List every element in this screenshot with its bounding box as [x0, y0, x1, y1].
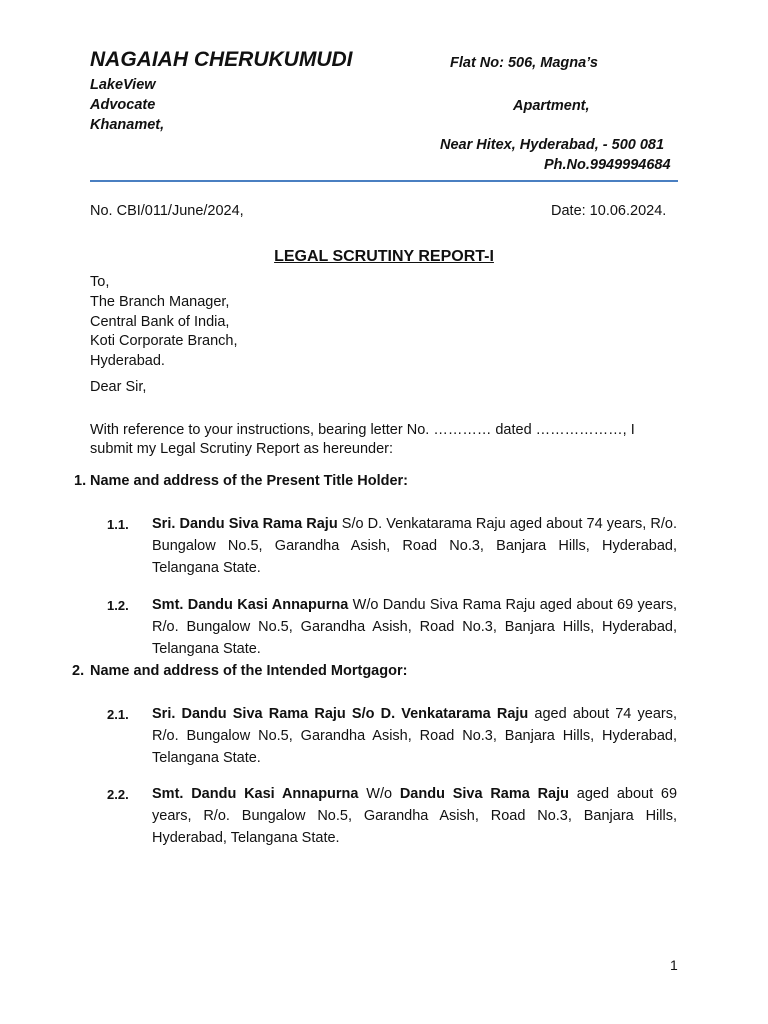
section-number: 2. [72, 663, 85, 679]
letter-date: Date: 10.06.2024. [551, 203, 667, 219]
reference-number: No. CBI/011/June/2024, [90, 203, 244, 219]
address-lakeview: LakeView [90, 77, 156, 93]
item-text: W/o Dandu Siva Rama Raju aged about 69 years, R/o. Bungalow No.5, Garandha Asish, Road No.3, Banjara Hills, Hyderabad, Telangana State. [152, 597, 677, 657]
intro-line-1: With reference to your instructions, bearing letter No. ………… dated ………………, I [90, 422, 635, 438]
addressee-line: To, [90, 274, 110, 290]
item-number: 2.2. [107, 787, 129, 802]
report-title: LEGAL SCRUTINY REPORT-I [274, 248, 494, 265]
person-name: Sri. Dandu Siva Rama Raju [152, 516, 338, 532]
relation-text: W/o [358, 786, 400, 802]
item-number: 1.1. [107, 517, 129, 532]
item-paragraph [152, 703, 677, 769]
item-paragraph [152, 513, 677, 579]
item-text: aged about 69 years, R/o. Bungalow No.5, Garandha Asish, Road No.3, Banjara Hills, Hyderabad, Telangana State. [152, 786, 678, 846]
address-near-hitex: Near Hitex, Hyderabad, - 500 081 [440, 137, 665, 153]
designation: Advocate [90, 97, 156, 113]
addressee-line: Central Bank of India, [90, 314, 230, 330]
page-number: 1 [670, 957, 678, 973]
item-number: 2.1. [107, 707, 129, 722]
person-name: Sri. Dandu Siva Rama Raju S/o D. Venkatarama Raju [152, 706, 529, 722]
header-divider [90, 180, 678, 182]
person-name: Smt. Dandu Kasi Annapurna [152, 597, 349, 613]
item-text: S/o D. Venkatarama Raju aged about 74 years, R/o. Bungalow No.5, Garandha Asish, Road No.3, Banjara Hills, Hyderabad, Telangana State. [152, 516, 677, 576]
item-number: 1.2. [107, 598, 129, 613]
section-heading: Name and address of the Intended Mortgagor: [90, 663, 408, 679]
addressee-line: The Branch Manager, [90, 294, 230, 310]
item-text: aged about 74 years, R/o. Bungalow No.5, Garandha Asish, Road No.3, Banjara Hills, Hyderabad, Telangana State. [152, 706, 677, 766]
section-heading: Name and address of the Present Title Holder: [90, 473, 409, 489]
person-name: Smt. Dandu Kasi Annapurna [152, 786, 359, 802]
spouse-name: Dandu Siva Rama Raju [399, 786, 570, 802]
section-number: 1. [74, 473, 87, 489]
phone-number: Ph.No.9949994684 [544, 157, 671, 173]
item-paragraph [152, 783, 677, 849]
address-apartment: Apartment, [513, 98, 590, 114]
item-paragraph [152, 594, 677, 660]
intro-line-2: submit my Legal Scrutiny Report as hereunder: [90, 441, 394, 457]
addressee-line: Koti Corporate Branch, [90, 333, 238, 349]
advocate-name: NAGAIAH CHERUKUMUDI [90, 48, 353, 71]
address-khanamet: Khanamet, [90, 117, 165, 133]
addressee-line: Hyderabad. [90, 353, 165, 369]
salutation: Dear Sir, [90, 379, 147, 395]
address-flat: Flat No: 506, Magna’s [450, 55, 598, 71]
